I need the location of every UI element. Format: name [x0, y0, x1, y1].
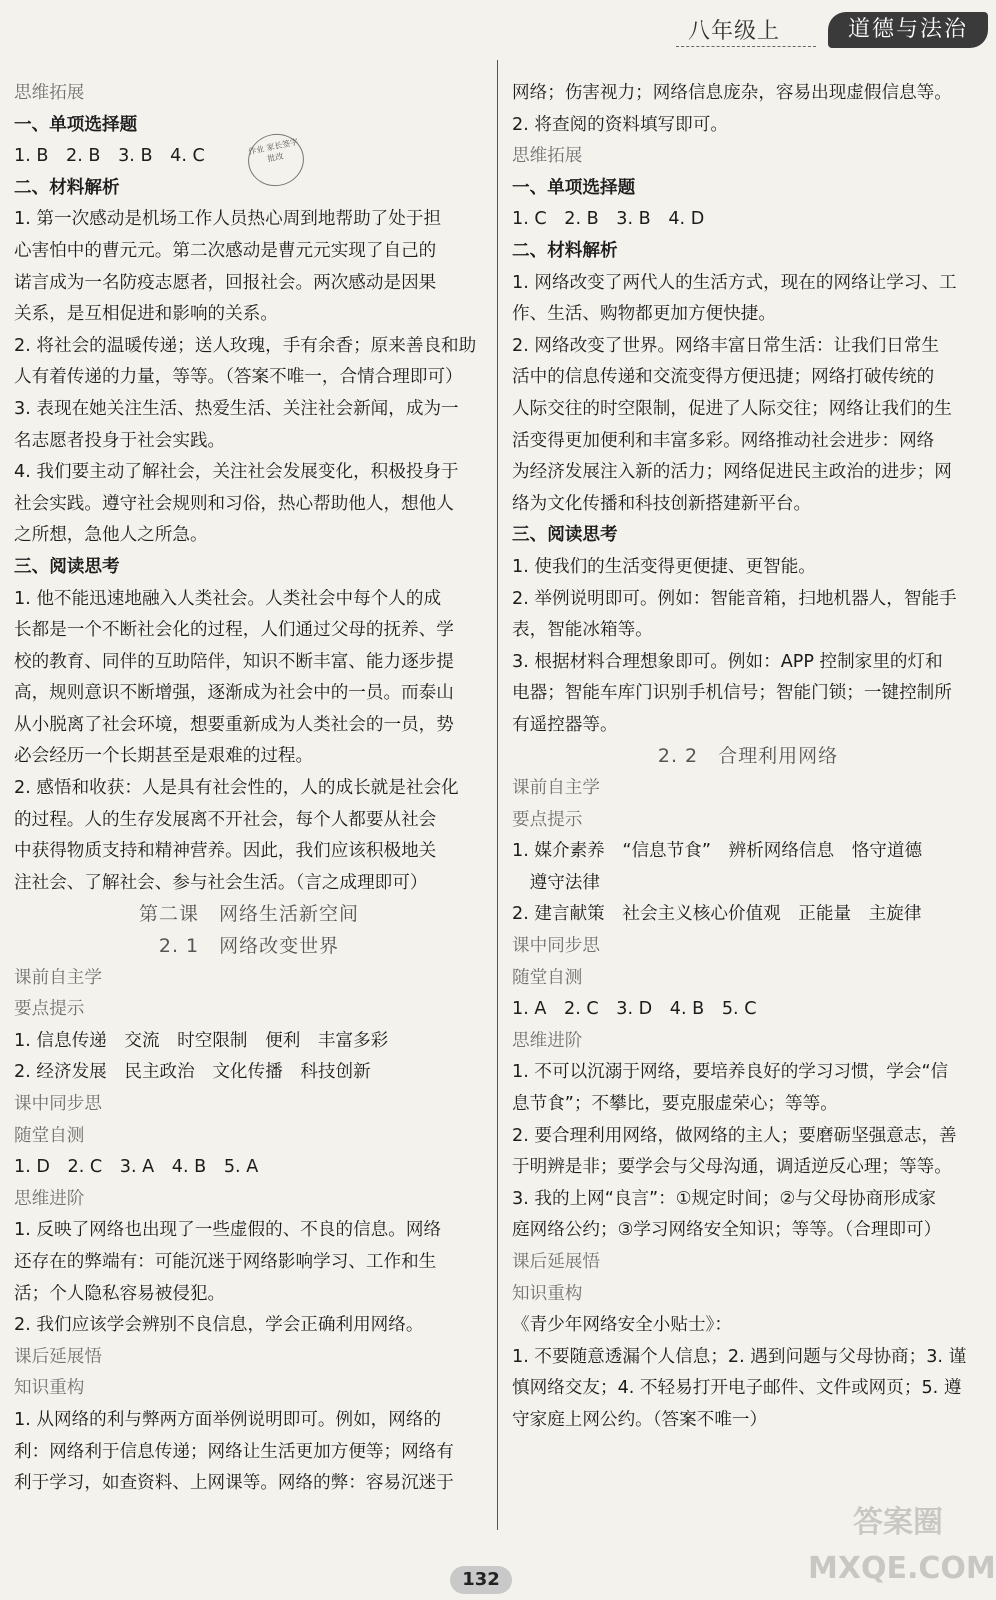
- section-label: 思维拓展: [512, 146, 583, 167]
- question-type-heading: 三、阅读思考: [14, 556, 120, 577]
- answer-line: 遵守法律: [512, 872, 600, 893]
- answer-line: 之所想，急他人之所急。: [14, 525, 208, 546]
- answer-line: 心害怕中的曹元元。第二次感动是曹元元实现了自己的: [14, 240, 437, 261]
- answer-line: 名志愿者投身于社会实践。: [14, 430, 226, 451]
- section-label: 思维进阶: [14, 1188, 85, 1209]
- question-type-heading: 二、材料解析: [512, 240, 618, 261]
- answer-line: 人际交往的时空限制，促进了人际交往；网络让我们的生: [512, 398, 952, 419]
- section-label: 思维进阶: [512, 1030, 583, 1051]
- answer-line: 社会实践。遵守社会规则和习俗，热心帮助他人，想他人: [14, 493, 454, 514]
- section-label: 知识重构: [14, 1378, 85, 1399]
- right-column: [512, 78, 984, 1437]
- answer-line: 关系，是互相促进和影响的关系。: [14, 304, 278, 325]
- question-type-heading: 一、单项选择题: [14, 114, 138, 135]
- answer-line: 3. 根据材料合理想象即可。例如：APP 控制家里的灯和: [512, 651, 943, 672]
- answer-line: 3. 表现在她关注生活、热爱生活、关注社会新闻，成为一: [14, 398, 459, 419]
- answer-line: 电器；智能车库门识别手机信号；智能门锁；一键控制所: [512, 683, 952, 704]
- answer-line: 4. 我们要主动了解社会，关注社会发展变化，积极投身于: [14, 462, 459, 483]
- answer-line: 活变得更加便利和丰富多彩。网络推动社会进步：网络: [512, 430, 935, 451]
- answer-line: 2. 将查阅的资料填写即可。: [512, 114, 728, 135]
- site-watermark: [808, 1500, 996, 1596]
- section-label: 课后延展悟: [512, 1251, 600, 1272]
- answer-line: 2. 举例说明即可。例如：智能音箱，扫地机器人，智能手: [512, 588, 957, 609]
- section-label: 要点提示: [512, 809, 583, 830]
- answer-line: 作、生活、购物都更加方便快捷。: [512, 304, 776, 325]
- answer-line: 2. 网络改变了世界。网络丰富日常生活：让我们日常生: [512, 335, 940, 356]
- answer-line: 络为文化传播和科技创新搭建新平台。: [512, 493, 812, 514]
- answer-line: 利于学习，如查资料、上网课等。网络的弊：容易沉迷于: [14, 1473, 454, 1494]
- answer-line: 为经济发展注入新的活力；网络促进民主政治的进步；网: [512, 462, 952, 483]
- answer-line: 高，规则意识不断增强，逐渐成为社会中的一员。而泰山: [14, 683, 454, 704]
- answer-line: 于明辨是非；要学会与父母沟通，调适逆反心理；等等。: [512, 1157, 952, 1178]
- answer-line: 表，智能冰箱等。: [512, 620, 653, 641]
- answer-line: 3. 我的上网“良言”：①规定时间；②与父母协商形成家: [512, 1188, 937, 1209]
- answer-line: 有遥控器等。: [512, 714, 618, 735]
- answer-line: 利：网络利于信息传递；网络让生活更加方便等；网络有: [14, 1441, 454, 1462]
- lesson-subtitle: 2. 1 网络改变世界: [158, 935, 340, 958]
- answer-line: 2. 建言献策 社会主义核心价值观 正能量 主旋律: [512, 904, 922, 925]
- section-label: 思维拓展: [14, 83, 85, 103]
- answer-line: 1. 信息传递 交流 时空限制 便利 丰富多彩: [14, 1030, 389, 1051]
- lesson-title: 第二课 网络生活新空间: [138, 903, 359, 926]
- answer-line: 活；个人隐私容易被侵犯。: [14, 1283, 226, 1304]
- answer-line: 1. 反映了网络也出现了一些虚假的、不良的信息。网络: [14, 1220, 442, 1241]
- question-type-heading: 二、材料解析: [14, 177, 120, 198]
- header-dashed-line: [676, 46, 816, 47]
- grade-label: 八年级上: [688, 19, 781, 44]
- answer-line: 注社会、了解社会、参与社会生活。（言之成理即可）: [14, 872, 428, 893]
- answer-line: 1. 从网络的利与弊两方面举例说明即可。例如，网络的: [14, 1409, 442, 1430]
- answer-line: 1. 他不能迅速地融入人类社会。人类社会中每个人的成: [14, 588, 442, 609]
- answer-line: 1. 第一次感动是机场工作人员热心周到地帮助了处于担: [14, 209, 442, 230]
- answer-line: 的过程。人的生存发展离不开社会，每个人都要从社会: [14, 809, 437, 830]
- answer-line: 1. D 2. C 3. A 4. B 5. A: [14, 1157, 259, 1178]
- answer-line: 校的教育、同伴的互助陪伴，知识不断丰富、能力逐步提: [14, 651, 454, 672]
- answer-line: 息节食”；不攀比，要克服虚荣心；等等。: [512, 1094, 838, 1114]
- answer-line: 长都是一个不断社会化的过程，人们通过父母的抚养、学: [14, 620, 454, 641]
- answer-line: 2. 经济发展 民主政治 文化传播 科技创新: [14, 1062, 371, 1083]
- answer-line: 慎网络交友；4. 不轻易打开电子邮件、文件或网页；5. 遵: [512, 1378, 962, 1399]
- section-label: 课前自主学: [512, 778, 600, 799]
- section-label: 课中同步思: [512, 936, 600, 957]
- answer-line: 1. A 2. C 3. D 4. B 5. C: [512, 999, 757, 1020]
- homework-stamp: 作业 家长签字 批改: [243, 129, 309, 192]
- answer-line: 必会经历一个长期甚至是艰难的过程。: [14, 746, 314, 767]
- watermark-line2: MXQE.COM: [808, 1551, 996, 1586]
- subject-badge: 道德与法治: [828, 12, 988, 48]
- section-label: 课后延展悟: [14, 1346, 102, 1367]
- section-label: 随堂自测: [14, 1125, 85, 1146]
- answer-line: 2. 我们应该学会辨别不良信息，学会正确利用网络。: [14, 1315, 424, 1336]
- section-label: 要点提示: [14, 999, 85, 1020]
- question-type-heading: 一、单项选择题: [512, 177, 636, 198]
- page-number: 132: [450, 1566, 512, 1594]
- watermark-line1: 答案圈: [853, 1505, 943, 1540]
- answer-line: 2. 感悟和收获：人是具有社会性的，人的成长就是社会化: [14, 778, 459, 799]
- answer-line: 网络；伤害视力；网络信息庞杂，容易出现虚假信息等。: [512, 83, 952, 103]
- answer-line: 还存在的弊端有：可能沉迷于网络影响学习、工作和生: [14, 1251, 437, 1272]
- answer-line: 活中的信息传递和交流变得方便迅捷；网络打破传统的: [512, 367, 935, 388]
- question-type-heading: 三、阅读思考: [512, 525, 618, 546]
- answer-line: 守家庭上网公约。（答案不唯一）: [512, 1409, 768, 1430]
- section-label: 知识重构: [512, 1283, 583, 1304]
- answer-line: 1. 不要随意透漏个人信息；2. 遇到问题与父母协商；3. 谨: [512, 1346, 967, 1367]
- answer-line: 2. 要合理利用网络，做网络的主人；要磨砺坚强意志，善: [512, 1125, 957, 1146]
- lesson-subtitle: 2. 2 合理利用网络: [657, 745, 839, 768]
- left-column: [14, 78, 484, 1500]
- answer-line: 1. 媒介素养 “信息节食” 辨析网络信息 恪守道德: [512, 841, 923, 862]
- answer-line: 1. 网络改变了两代人的生活方式，现在的网络让学习、工: [512, 272, 957, 293]
- answer-line: 庭网络公约；③学习网络安全知识；等等。（合理即可）: [512, 1220, 942, 1241]
- answer-line: 诺言成为一名防疫志愿者，回报社会。两次感动是因果: [14, 272, 437, 293]
- answer-line: 从小脱离了社会环境，想要重新成为人类社会的一员，势: [14, 714, 454, 735]
- column-divider: [497, 60, 498, 1530]
- answer-line: 《青少年网络安全小贴士》：: [512, 1315, 732, 1336]
- answer-line: 人有着传递的力量，等等。（答案不唯一，合情合理即可）: [14, 367, 463, 388]
- section-label: 随堂自测: [512, 967, 583, 988]
- answer-line: 中获得物质支持和精神营养。因此，我们应该积极地关: [14, 841, 437, 862]
- answer-line: 2. 将社会的温暖传递；送人玫瑰，手有余香；原来善良和助: [14, 335, 477, 356]
- section-label: 课中同步思: [14, 1094, 102, 1114]
- section-label: 课前自主学: [14, 967, 102, 988]
- answer-line: 1. B 2. B 3. B 4. C: [14, 146, 205, 167]
- answer-line: 1. 使我们的生活变得更便捷、更智能。: [512, 556, 816, 577]
- answer-line: 1. 不可以沉溺于网络，要培养良好的学习习惯，学会“信: [512, 1062, 949, 1083]
- answer-line: 1. C 2. B 3. B 4. D: [512, 209, 705, 230]
